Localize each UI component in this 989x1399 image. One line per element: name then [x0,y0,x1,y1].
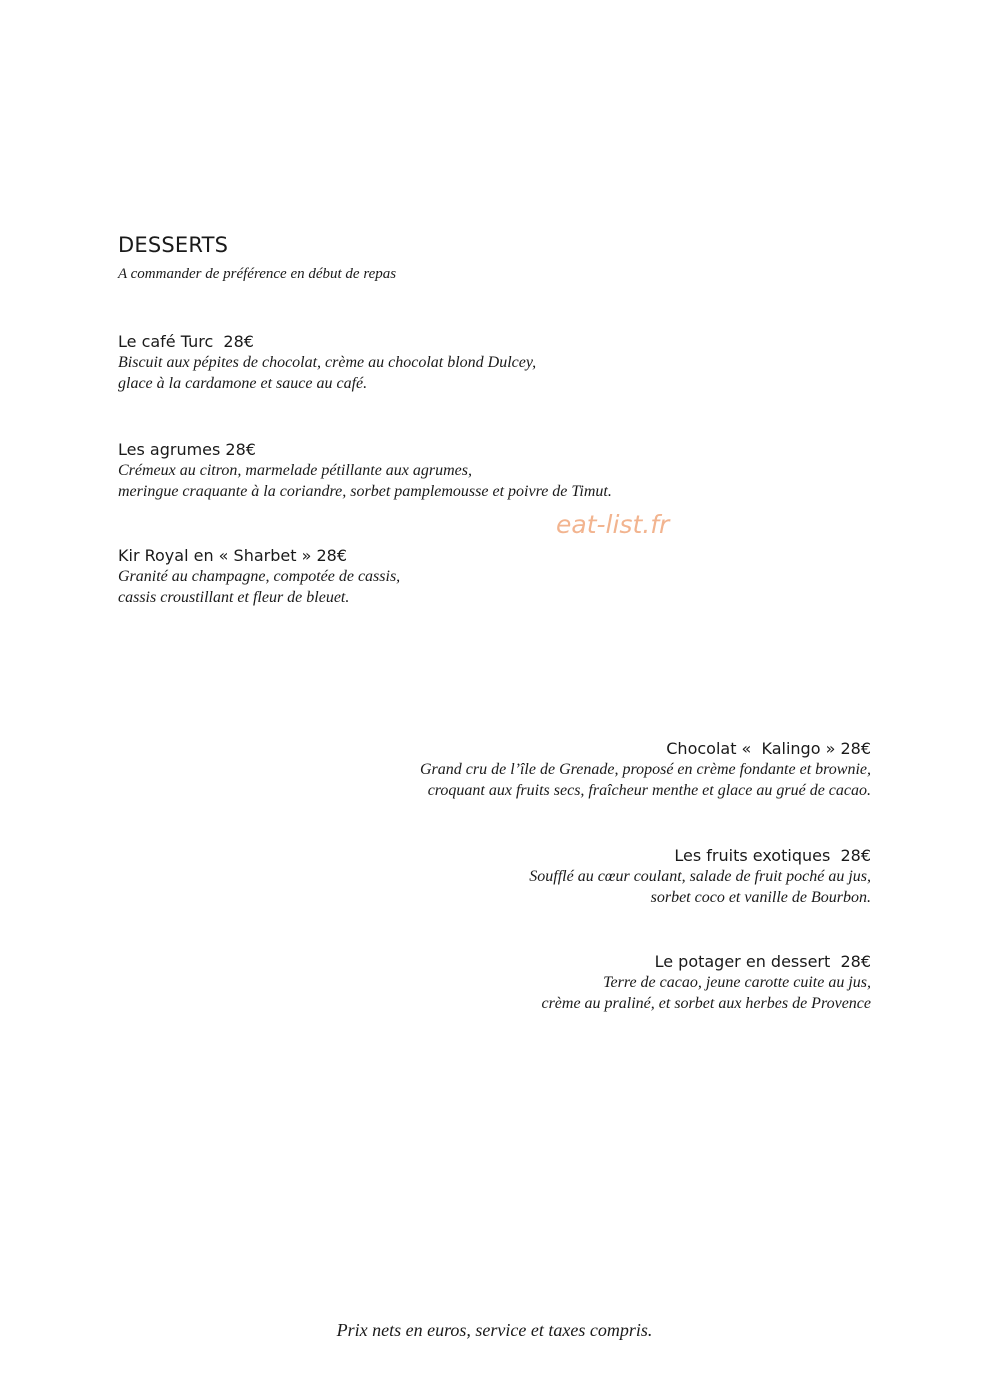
page-subtitle: A commander de préférence en début de repas [118,266,397,282]
page-title: DESSERTS [118,233,229,257]
menu-item-title: Les fruits exotiques 28€ [674,846,871,865]
menu-item-description-line: Biscuit aux pépites de chocolat, crème au chocolat blond Dulcey, [118,354,537,371]
menu-item-title: Le café Turc 28€ [118,332,254,351]
menu-item-description-line: Granité au champagne, compotée de cassis, [118,568,401,585]
menu-item-chocolat-kalingo [420,739,871,801]
menu-item-title: Chocolat « Kalingo » 28€ [666,739,871,758]
menu-item-description-line: glace à la cardamone et sauce au café. [118,375,368,392]
menu-item-description-line: Crémeux au citron, marmelade pétillante aux agrumes, [118,462,473,479]
menu-item-potager [541,952,871,1014]
menu-item-fruits-exotiques [529,846,871,908]
menu-item-cafe-turc [118,332,536,394]
footer-note: Prix nets en euros, service et taxes compris. [336,1320,653,1340]
menu-item-title: Le potager en dessert 28€ [654,952,871,971]
menu-item-title: Les agrumes 28€ [118,440,256,459]
menu-item-title: Kir Royal en « Sharbet » 28€ [118,546,347,565]
menu-item-description-line: meringue craquante à la coriandre, sorbet pamplemousse et poivre de Timut. [118,483,612,500]
menu-item-description-line: crème au praliné, et sorbet aux herbes de Provence [541,995,871,1012]
menu-item-agrumes [118,440,612,502]
menu-item-description-line: croquant aux fruits secs, fraîcheur menthe et glace au grué de cacao. [427,782,871,799]
menu-item-description-line: Terre de cacao, jeune carotte cuite au jus, [603,974,871,991]
watermark: eat-list.fr [556,510,670,539]
menu-item-description-line: cassis croustillant et fleur de bleuet. [118,589,350,606]
menu-item-description-line: Soufflé au cœur coulant, salade de fruit poché au jus, [529,868,871,885]
menu-item-kir-royal [118,546,400,608]
menu-item-description-line: Grand cru de l’île de Grenade, proposé en crème fondante et brownie, [419,761,871,778]
menu-item-description-line: sorbet coco et vanille de Bourbon. [650,889,871,906]
